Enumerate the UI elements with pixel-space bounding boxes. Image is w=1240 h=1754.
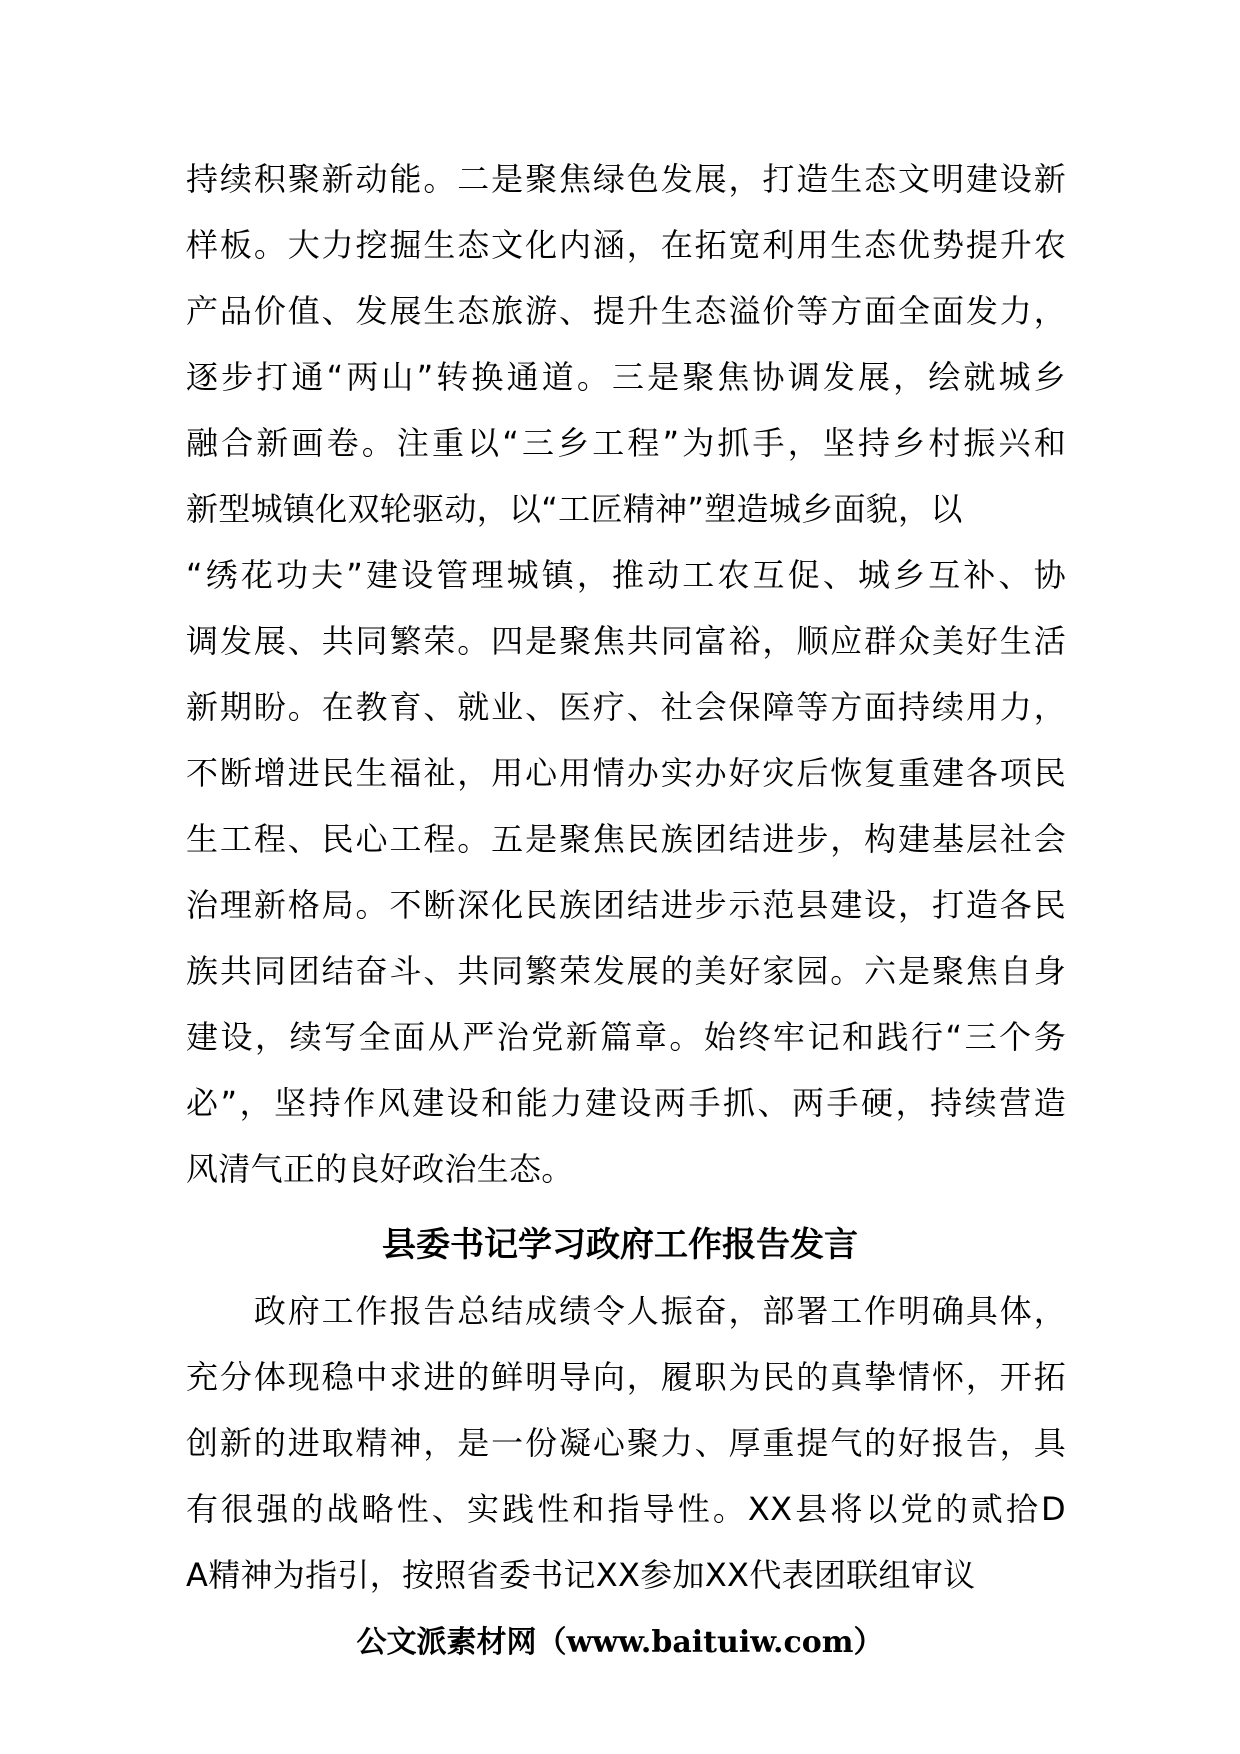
text-line: 充分体现稳中求进的鲜明导向，履职为民的真挚情怀，开拓 bbox=[186, 1358, 1066, 1396]
section-heading: 县委书记学习政府工作报告发言 bbox=[382, 1225, 858, 1265]
text-line: 风清气正的良好政治生态。 bbox=[186, 1150, 574, 1188]
text-line: 新型城镇化双轮驱动，以“工匠精神”塑造城乡面貌，以 bbox=[186, 490, 963, 528]
text-line: 政府工作报告总结成绩令人振奋，部署工作明确具体， bbox=[186, 1292, 1066, 1330]
body-paragraph-2 bbox=[186, 1278, 1066, 1608]
text-line: 族共同团结奋斗、共同繁荣发展的美好家园。六是聚焦自身 bbox=[186, 952, 1066, 990]
text-line: 必”，坚持作风建设和能力建设两手抓、两手硬，持续营造 bbox=[186, 1084, 1066, 1122]
text-line: 样板。大力挖掘生态文化内涵，在拓宽利用生态优势提升农 bbox=[186, 226, 1066, 264]
text-line: A精神为指引，按照省委书记XX参加XX代表团联组审议 bbox=[186, 1556, 976, 1594]
text-line: 融合新画卷。注重以“三乡工程”为抓手，坚持乡村振兴和 bbox=[186, 424, 1066, 462]
text-line: 产品价值、发展生态旅游、提升生态溢价等方面全面发力， bbox=[186, 292, 1066, 330]
text-line: 调发展、共同繁荣。四是聚焦共同富裕，顺应群众美好生活 bbox=[186, 622, 1066, 660]
text-line: 创新的进取精神，是一份凝心聚力、厚重提气的好报告，具 bbox=[186, 1424, 1066, 1462]
text-line: “绣花功夫”建设管理城镇，推动工农互促、城乡互补、协 bbox=[186, 556, 1066, 594]
text-line: 生工程、民心工程。五是聚焦民族团结进步，构建基层社会 bbox=[186, 820, 1066, 858]
page-footer: 公文派素材网（www.baituiw.com） bbox=[356, 1625, 884, 1660]
text-line: 新期盼。在教育、就业、医疗、社会保障等方面持续用力， bbox=[186, 688, 1066, 726]
text-line: 有很强的战略性、实践性和指导性。XX县将以党的贰拾D bbox=[186, 1490, 1066, 1528]
text-line: 不断增进民生福祉，用心用情办实办好灾后恢复重建各项民 bbox=[186, 754, 1066, 792]
text-line: 建设，续写全面从严治党新篇章。始终牢记和践行“三个务 bbox=[186, 1018, 1066, 1056]
body-paragraph-1 bbox=[186, 146, 1066, 1202]
text-line: 治理新格局。不断深化民族团结进步示范县建设，打造各民 bbox=[186, 886, 1066, 924]
text-line: 持续积聚新动能。二是聚焦绿色发展，打造生态文明建设新 bbox=[186, 160, 1066, 198]
text-line: 逐步打通“两山”转换通道。三是聚焦协调发展，绘就城乡 bbox=[186, 358, 1066, 396]
